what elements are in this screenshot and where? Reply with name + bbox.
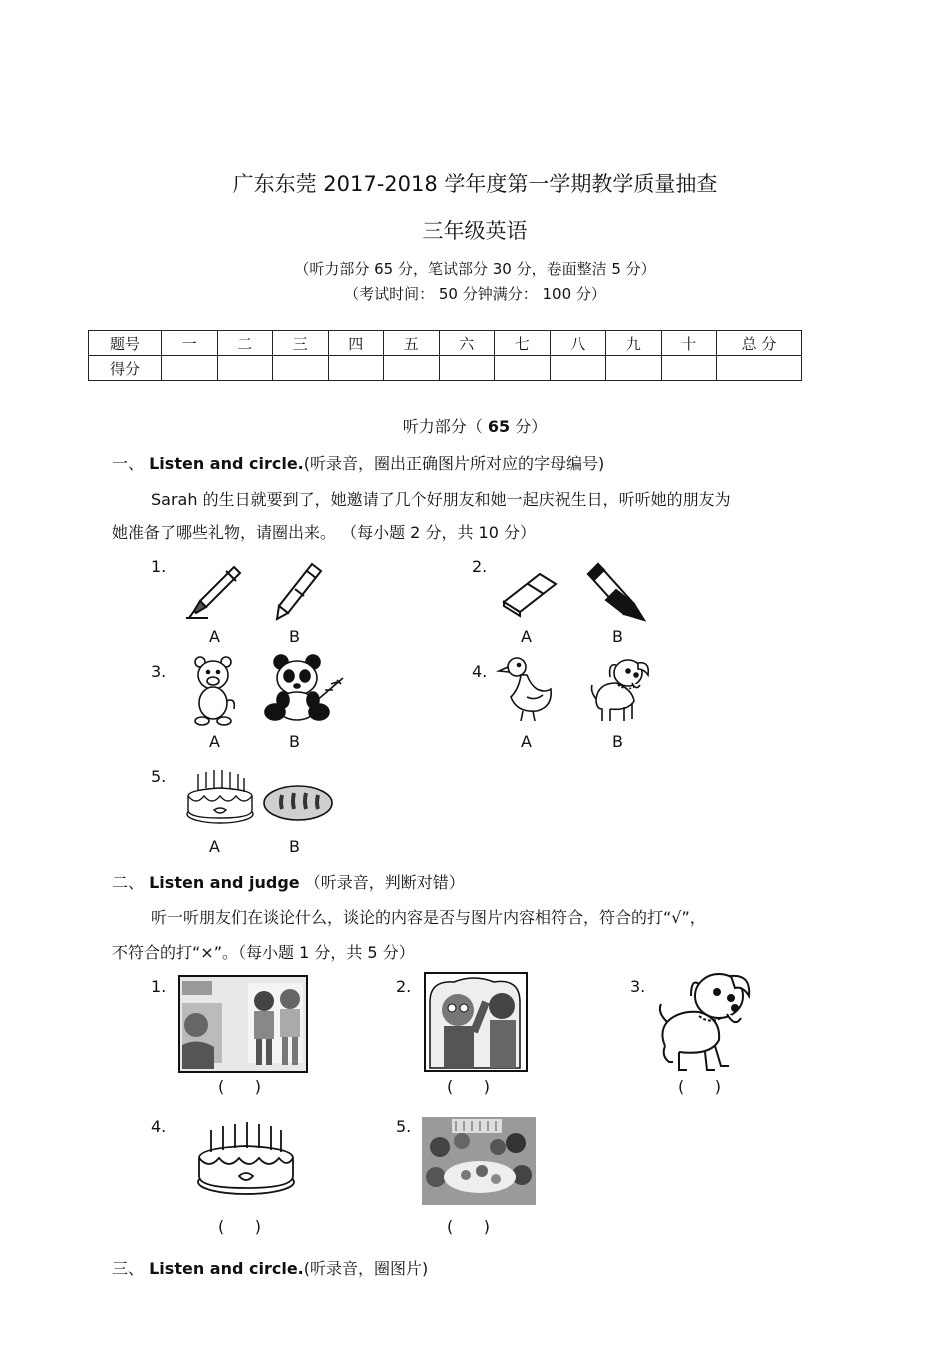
score-input-cell[interactable] xyxy=(384,356,440,381)
birthday-cake-icon xyxy=(193,1118,299,1198)
fountain-pen-icon[interactable] xyxy=(186,563,242,621)
score-table-cell: 五 xyxy=(384,331,440,356)
score-table-cell: 四 xyxy=(328,331,384,356)
answer-blank[interactable]: ( ) xyxy=(447,1077,490,1096)
score-table xyxy=(88,330,802,381)
section-1-paragraph: Sarah 的生日就要到了，她邀请了几个好朋友和她一起庆祝生日，听听她的朋友为 xyxy=(151,490,731,509)
listening-heading xyxy=(0,414,950,437)
option-b-label[interactable]: B xyxy=(289,627,300,646)
option-b-label[interactable]: B xyxy=(612,732,623,751)
score-table-cell: 九 xyxy=(606,331,662,356)
answer-blank[interactable]: ( ) xyxy=(218,1217,261,1236)
friends-waving-picture-icon xyxy=(424,972,528,1072)
question-number: 1. xyxy=(151,977,167,996)
score-table-cell: 一 xyxy=(162,331,218,356)
score-input-cell[interactable] xyxy=(550,356,606,381)
score-table-score-row xyxy=(89,356,802,381)
score-table-cell: 十 xyxy=(661,331,717,356)
question-number: 2. xyxy=(472,557,488,576)
option-b-label[interactable]: B xyxy=(289,837,300,856)
option-b-label[interactable]: B xyxy=(289,732,300,751)
option-a-label[interactable]: A xyxy=(209,837,220,856)
score-table-cell: 总 分 xyxy=(717,331,802,356)
section-instruction: （听录音，判断对错） xyxy=(304,873,465,892)
section-instruction: (听录音，圈出正确图片所对应的字母编号) xyxy=(303,454,605,473)
score-input-cell[interactable] xyxy=(661,356,717,381)
option-a-label[interactable]: A xyxy=(521,732,532,751)
score-table-cell: 六 xyxy=(439,331,495,356)
section-2-paragraph: 不符合的打“×”。（每小题 1 分，共 5 分） xyxy=(112,943,415,962)
option-a-label[interactable]: A xyxy=(521,627,532,646)
eraser-icon[interactable] xyxy=(500,568,560,618)
score-input-cell[interactable] xyxy=(439,356,495,381)
section-1-paragraph: 她准备了哪些礼物，请圈出来。 （每小题 2 分，共 10 分） xyxy=(112,523,536,542)
score-breakdown-note: （听力部分 65 分，笔试部分 30 分，卷面整洁 5 分） xyxy=(294,260,656,278)
section-1-heading xyxy=(112,451,604,474)
score-input-cell[interactable] xyxy=(162,356,218,381)
section-number: 二、 xyxy=(112,873,145,892)
question-number: 2. xyxy=(396,977,412,996)
birthday-cake-icon[interactable] xyxy=(184,766,256,826)
question-number: 4. xyxy=(151,1117,167,1136)
section-number: 三、 xyxy=(112,1259,145,1278)
score-input-cell[interactable] xyxy=(717,356,802,381)
party-picture-icon xyxy=(422,1117,536,1205)
score-table-cell: 题号 xyxy=(89,331,162,356)
pencil-icon[interactable] xyxy=(274,561,324,621)
friends-meeting-picture-icon xyxy=(178,975,308,1073)
section-title: Listen and judge xyxy=(149,873,300,892)
score-table-cell: 七 xyxy=(495,331,551,356)
listening-heading-suffix: 分） xyxy=(510,417,548,436)
question-number: 5. xyxy=(151,767,167,786)
score-input-cell[interactable] xyxy=(328,356,384,381)
score-input-cell[interactable] xyxy=(273,356,329,381)
dog-icon xyxy=(655,966,753,1078)
score-table-cell: 二 xyxy=(217,331,273,356)
crayon-icon[interactable] xyxy=(584,562,646,622)
section-instruction: (听录音，圈图片) xyxy=(303,1259,429,1278)
score-table-cell: 得分 xyxy=(89,356,162,381)
section-title: Listen and circle. xyxy=(149,454,304,473)
score-input-cell[interactable] xyxy=(606,356,662,381)
answer-blank[interactable]: ( ) xyxy=(218,1077,261,1096)
question-number: 4. xyxy=(472,662,488,681)
option-a-label[interactable]: A xyxy=(209,732,220,751)
exam-title: 广东东莞 2017-2018 学年度第一学期教学质量抽查 xyxy=(232,172,718,196)
section-3-heading xyxy=(112,1256,428,1279)
answer-blank[interactable]: ( ) xyxy=(447,1217,490,1236)
score-input-cell[interactable] xyxy=(217,356,273,381)
section-2-heading xyxy=(112,870,465,893)
question-number: 5. xyxy=(396,1117,412,1136)
panda-icon[interactable] xyxy=(263,654,345,724)
question-number: 1. xyxy=(151,557,167,576)
dog-icon[interactable] xyxy=(588,655,654,725)
section-number: 一、 xyxy=(112,454,145,473)
answer-blank[interactable]: ( ) xyxy=(678,1077,721,1096)
section-2-paragraph: 听一听朋友们在谈论什么，谈论的内容是否与图片内容相符合，符合的打“√”， xyxy=(151,908,706,927)
bear-icon[interactable] xyxy=(190,655,240,727)
score-table-header-row xyxy=(89,331,802,356)
listening-heading-prefix: 听力部分（ xyxy=(402,417,488,436)
section-title: Listen and circle. xyxy=(149,1259,304,1278)
score-input-cell[interactable] xyxy=(495,356,551,381)
listening-heading-score: 65 xyxy=(487,417,511,436)
option-b-label[interactable]: B xyxy=(612,627,623,646)
exam-subtitle: 三年级英语 xyxy=(422,219,528,243)
bread-icon[interactable] xyxy=(262,783,334,823)
score-table-cell: 八 xyxy=(550,331,606,356)
question-number: 3. xyxy=(151,662,167,681)
exam-time-note: （考试时间： 50 分钟满分： 100 分） xyxy=(344,285,606,303)
duck-icon[interactable] xyxy=(497,655,557,723)
score-table-cell: 三 xyxy=(273,331,329,356)
option-a-label[interactable]: A xyxy=(209,627,220,646)
question-number: 3. xyxy=(630,977,646,996)
